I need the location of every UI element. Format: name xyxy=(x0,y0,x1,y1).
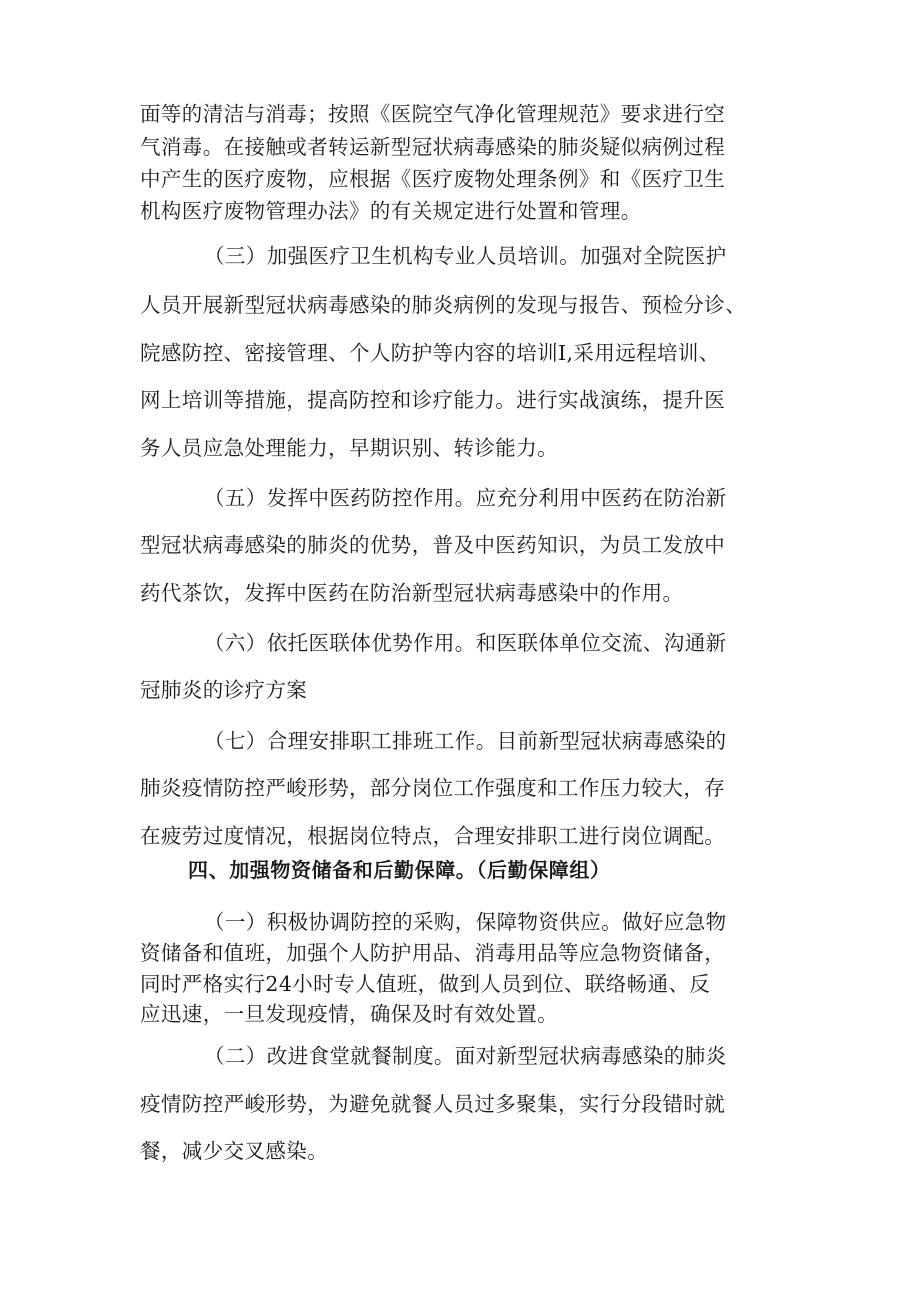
section-heading: 四、加强物资储备和后勤保障。（后勤保障组） xyxy=(188,858,611,882)
paragraph-3-line-1: （五）发挥中医药防控作用。应充分利用中医药在防治新 xyxy=(204,486,727,510)
paragraph-6-line-3: 同时严格实行24小时专人值班，做到人员到位、联络畅通、反 xyxy=(140,972,711,996)
paragraph-7-line-3: 餐，减少交叉感染。 xyxy=(140,1139,329,1163)
paragraph-1-line-1: 面等的清洁与消毒；按照《医院空气净化管理规范》要求进行空 xyxy=(140,102,726,126)
paragraph-2-line-5: 务人员应急处理能力，早期识别、转诊能力。 xyxy=(140,436,558,460)
paragraph-5-line-3: 在疲劳过度情况，根据岗位特点，合理安排职工进行岗位调配。 xyxy=(140,824,726,848)
paragraph-4-line-2: 冠肺炎的诊疗方案 xyxy=(140,678,308,702)
paragraph-3-line-2: 型冠状病毒感染的肺炎的优势，普及中医药知识，为员工发放中 xyxy=(140,533,726,557)
paragraph-6-line-1: （一）积极协调防控的采购，保障物资供应。做好应急物 xyxy=(204,910,727,934)
paragraph-2-line-1: （三）加强医疗卫生机构专业人员培训。加强对全院医护 xyxy=(204,244,727,268)
paragraph-6-line-2: 资储备和值班，加强个人防护用品、消毒用品等应急物资储备， xyxy=(140,941,726,965)
paragraph-6-line-4: 应迅速，一旦发现疫情，确保及时有效处置。 xyxy=(140,1002,558,1026)
paragraph-2-line-3: 院感防控、密接管理、个人防护等内容的培训I,采用远程培训、 xyxy=(140,341,720,365)
paragraph-2-line-4: 网上培训等措施，提高防控和诊疗能力。进行实战演练，提升医 xyxy=(140,388,726,412)
paragraph-2-line-2: 人员开展新型冠状病毒感染的肺炎病例的发现与报告、预检分诊、 xyxy=(140,293,747,317)
paragraph-7-line-2: 疫情防控严峻形势，为避免就餐人员过多聚集，实行分段错时就 xyxy=(140,1092,726,1116)
paragraph-1-line-4: 机构医疗废物管理办法》的有关规定进行处置和管理。 xyxy=(140,199,642,223)
paragraph-1-line-3: 中产生的医疗废物，应根据《医疗废物处理条例》和《医疗卫生 xyxy=(140,167,726,191)
paragraph-7-line-1: （二）改进食堂就餐制度。面对新型冠状病毒感染的肺炎 xyxy=(204,1044,727,1068)
paragraph-5-line-1: （七）合理安排职工排班工作。目前新型冠状病毒感染的 xyxy=(204,729,727,753)
paragraph-3-line-3: 药代茶饮，发挥中医药在防治新型冠状病毒感染中的作用。 xyxy=(140,581,684,605)
paragraph-4-line-1: （六）依托医联体优势作用。和医联体单位交流、沟通新 xyxy=(204,631,727,655)
paragraph-5-line-2: 肺炎疫情防控严峻形势，部分岗位工作强度和工作压力较大，存 xyxy=(140,776,726,800)
paragraph-1-line-2: 气消毒。在接触或者转运新型冠状病毒感染的肺炎疑似病例过程 xyxy=(140,135,726,159)
